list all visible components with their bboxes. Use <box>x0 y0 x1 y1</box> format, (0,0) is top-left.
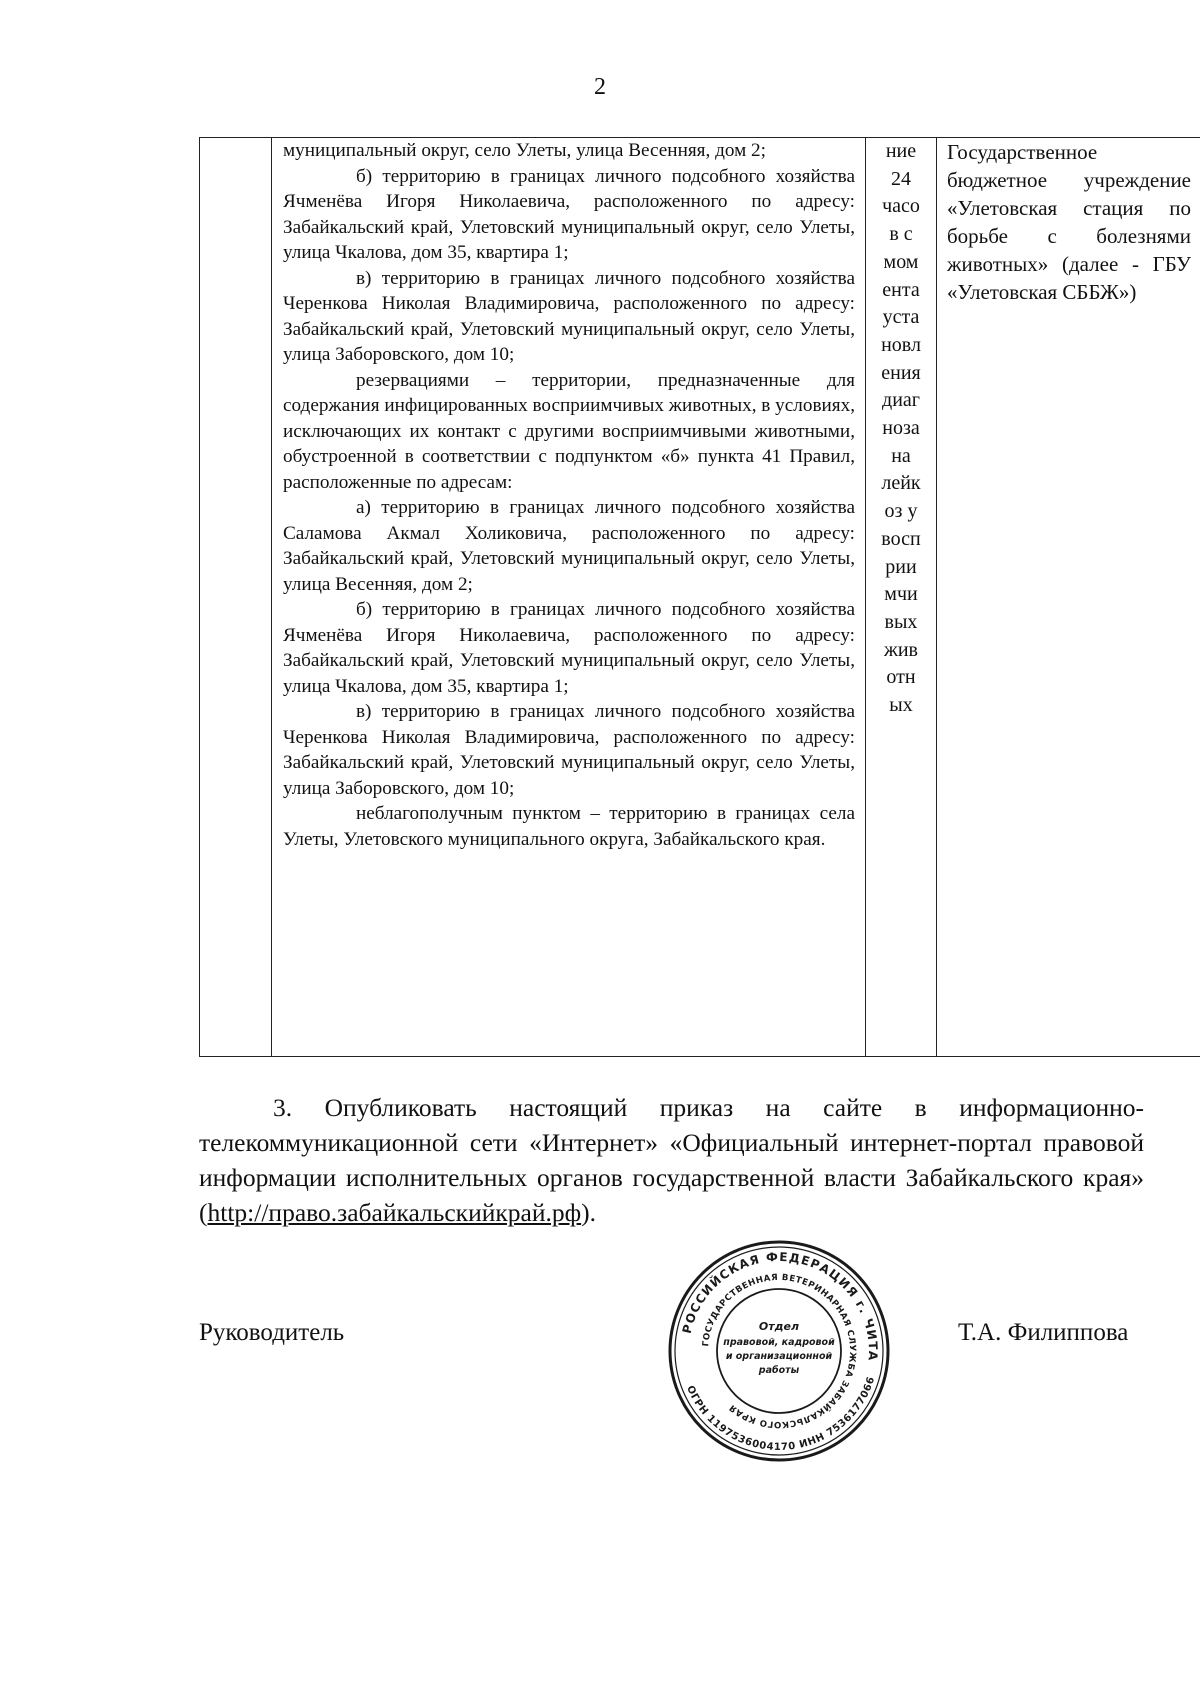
deadline-line: диаг <box>882 389 920 412</box>
page-number: 2 <box>594 74 606 100</box>
content-paragraph: неблагополучным пунктом – территорию в границах села Улеты, Улетовского муниципального округа, Забайкальского края. <box>283 803 855 850</box>
content-cell <box>272 138 866 1057</box>
deadline-line: рии <box>885 555 917 578</box>
deadline-line: 24 <box>891 167 911 190</box>
stamp-center-line: и организационной <box>725 1351 833 1362</box>
stamp-center-line: Отдел <box>758 1320 800 1333</box>
deadline-line: часо <box>882 195 920 218</box>
deadline-line: ента <box>882 278 920 301</box>
stamp-center <box>723 1320 835 1376</box>
content-paragraph: б) территорию в границах личного подсобного хозяйства Ячменёва Игоря Николаевича, расположенного по адресу: Забайкальский край, Улетовский муниципальный округ, село Улеты, улица Чкалова, дом 35, квартира 1; <box>283 165 855 263</box>
content-paragraph: в) территорию в границах личного подсобного хозяйства Черенкова Николая Владимировича, расположенного по адресу: Забайкальский край, Улетовский муниципальный округ, село Улеты, улица Заборовского, дом 10; <box>283 267 855 365</box>
deadline-line: ние <box>885 140 917 162</box>
responsible-cell <box>937 138 1200 1057</box>
content-paragraph: в) территорию в границах личного подсобного хозяйства Черенкова Николая Владимировича, расположенного по адресу: Забайкальский край, Улетовский муниципальный округ, село Улеты, улица Заборовского, дом 10; <box>283 701 855 799</box>
table-row <box>200 138 1200 1057</box>
stamp-outer-ring: РОССИЙСКАЯ ФЕДЕРАЦИЯ г. ЧИТА <box>679 1249 881 1362</box>
content-paragraph: б) территорию в границах личного подсобного хозяйства Ячменёва Игоря Николаевича, расположенного по адресу: Забайкальский край, Улетовский муниципальный округ, село Улеты, улица Чкалова, дом 35, квартира 1; <box>283 599 855 697</box>
deadline-line: лейк <box>881 472 921 495</box>
deadline-line: уста <box>882 306 920 329</box>
stamp-inner-ring: ГОСУДАРСТВЕННАЯ ВЕТЕРИНАРНАЯ СЛУЖБА ЗАБАЙКАЛЬСКОГО КРАЯ <box>701 1272 858 1430</box>
deadline-line: оз у <box>884 500 918 523</box>
publication-link[interactable]: http://право.забайкальскийкрай.рф <box>207 1198 582 1227</box>
content-paragraph: а) территорию в границах личного подсобного хозяйства Саламова Акмал Холиковича, расположенного по адресу: Забайкальский край, Улетовский муниципальный округ, село Улеты, улица Весенняя, дом 2; <box>283 497 855 595</box>
deadline-line: в с <box>889 223 913 246</box>
deadline-line: мом <box>883 250 919 273</box>
deadline-line: мчи <box>884 583 918 606</box>
deadline-line: новл <box>881 333 921 356</box>
deadline-line: вых <box>884 610 918 633</box>
deadline-line: восп <box>881 527 921 550</box>
deadline-line: жив <box>884 638 918 661</box>
stamp-bottom-text <box>684 1375 877 1453</box>
deadline-line: ения <box>881 361 921 384</box>
publication-text-end: ). <box>581 1198 596 1227</box>
stamp-bottom-ring: ОГРН 1197536004170 ИНН 7536177066 <box>684 1375 878 1454</box>
content-paragraphs <box>283 138 855 852</box>
deadline-line: на <box>891 444 911 467</box>
number-cell <box>200 138 272 1057</box>
deadline-cell <box>866 138 937 1057</box>
deadline-line: ых <box>889 694 913 717</box>
measures-table <box>199 137 1200 1057</box>
signature-role: Руководитель <box>199 1319 345 1346</box>
stamp-center-line: работы <box>758 1365 800 1376</box>
publication-paragraph <box>199 1090 1144 1230</box>
deadline-line: отн <box>886 666 916 689</box>
content-paragraph: муниципальный округ, село Улеты, улица Весенняя, дом 2; <box>283 140 766 161</box>
content-paragraph: резервациями – территории, предназначенные для содержания инфицированных восприимчивых животных, в условиях, исключающих их контакт с другими восприимчивыми животными, обустроенной в соответствии с подпунктом «б» пункта 41 Правил, расположенные по адресам: <box>283 369 855 493</box>
signature-name: Т.А. Филиппова <box>958 1319 1129 1346</box>
responsible-text: Государственное бюджетное учреждение «Улетовская стация по борьбе с болезнями животных» (далее - ГБУ «Улетовская СББЖ») <box>947 140 1191 304</box>
stamp-center-line: правовой, кадровой <box>723 1337 835 1348</box>
deadline-line: ноза <box>882 417 920 440</box>
official-stamp <box>666 1238 892 1464</box>
publication-text: 3. Опубликовать настоящий приказ на сайте в информационно-телекоммуникационной сети «Интернет» «Официальный интернет-портал правовой информации исполнительных органов государственной власти Забайкальского края» ( <box>199 1093 1144 1227</box>
deadline-text <box>866 138 936 720</box>
